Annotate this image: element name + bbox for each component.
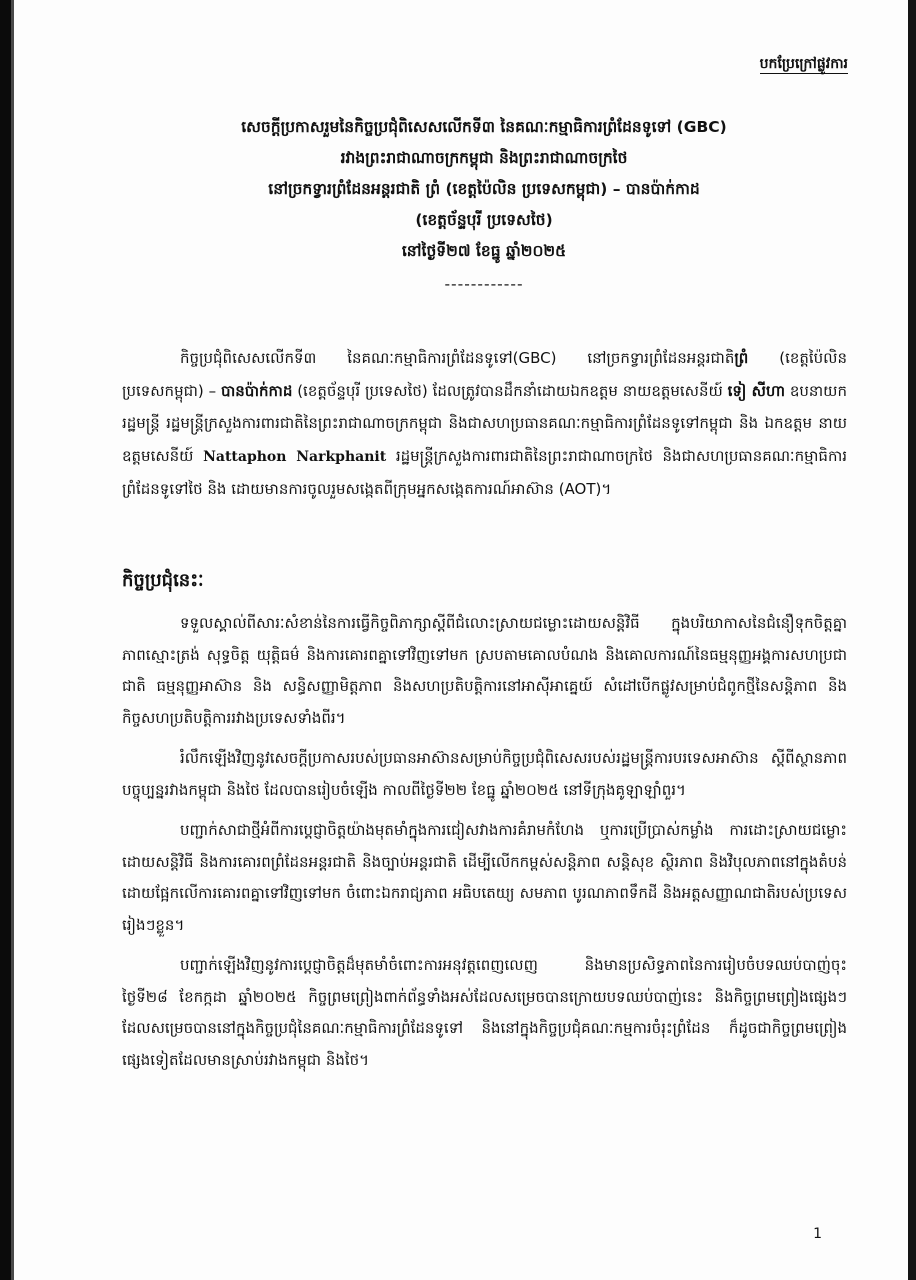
body-paragraph-3: បញ្ជាក់សាជាថ្មីអំពីការប្តេជ្ញាចិត្តយ៉ាងមុតមាំក្នុងការជៀសវាងការគំរាមកំហែង ឬការប្រើប្រាស់កម្លាំង ការដោះស្រាយជម្លោះដោយសន្តិវិធី និងការគោរពព្រំដែនអន្តរជាតិ និងច្បាប់អន្តរជាតិ ដើម្បីលើកកម្ពស់សន្តិភាព សន្តិសុខ ស្ថិរភាព និងវិបុលភាពនៅក្នុងតំបន់ ដោយផ្អែកលើការគោរពគ្នាទៅវិញទៅមក ចំពោះឯករាជ្យភាព អធិបតេយ្យ សមភាព បូរណភាពទឹកដី និងអត្តសញ្ញាណជាតិរបស់ប្រទេសរៀងៗខ្លួន។	[122, 821, 847, 934]
document-page	[14, 0, 908, 1280]
title-line-4: (ខេត្តច័ន្ទបុរី ប្រទេសថៃ)	[415, 211, 553, 229]
intro-text-2: (ខេត្តប៉ៃលិន ប្រទេសកម្ពុជា) –	[122, 349, 847, 400]
page-number: 1	[813, 1226, 822, 1242]
title-line-2: រវាងព្រះរាជាណាចក្រកម្ពុជា និងព្រះរាជាណាចក្រថៃ	[340, 149, 628, 167]
intro-person-2: Nattaphon Narkphanit	[203, 448, 387, 465]
intro-text-5: រដ្ឋមន្ត្រីក្រសួងការពារជាតិនៃព្រះរាជាណាចក្រថៃ និងជាសហប្រធានគណៈកម្មាធិការព្រំដែនទូទៅថៃ និង ដោយមានការចូលរួមសង្កេតពីក្រុមអ្នកសង្កេតការណ៍អាស៊ាន (AOT)។	[122, 446, 847, 498]
document-title	[104, 112, 864, 301]
title-line-1: សេចក្តីប្រកាសរួមនៃកិច្ចប្រជុំពិសេសលើកទី៣ នៃគណៈកម្មាធិការព្រំដែនទូទៅ (GBC)	[241, 118, 727, 136]
intro-place-1: ព្រំ	[734, 349, 749, 367]
left-frame-border	[0, 0, 14, 1280]
title-separator: ------------	[444, 275, 524, 293]
intro-text-4: ឧបនាយករដ្ឋមន្ត្រី រដ្ឋមន្ត្រីក្រសួងការពារជាតិនៃព្រះរាជាណាចក្រកម្ពុជា និងជាសហប្រធានគណៈកម្មាធិការព្រំដែនទូទៅកម្ពុជា និង ឯកឧត្តម នាយឧត្តមសេនីយ៍	[122, 381, 847, 465]
body-paragraph-2: រំលឹកឡើងវិញនូវសេចក្តីប្រកាសរបស់ប្រធានអាស៊ានសម្រាប់កិច្ចប្រជុំពិសេសរបស់រដ្ឋមន្ត្រីការបរទេសអាស៊ាន ស្តីពីស្ថានភាពបច្ចុប្បន្នរវាងកម្ពុជា និងថៃ ដែលបានរៀបចំឡើង កាលពីថ្ងៃទី២២ ខែធ្នូ ឆ្នាំ២០២៥ នៅទីក្រុងគូឡាឡាំពួរ។	[122, 749, 847, 799]
intro-text-1: កិច្ចប្រជុំពិសេសលើកទី៣ នៃគណៈកម្មាធិការព្រំដែនទូទៅ(GBC) នៅច្រកទ្វារព្រំដែនអន្តរជាតិ	[180, 349, 735, 367]
body-paragraph-4: បញ្ជាក់ឡើងវិញនូវការប្តេជ្ញាចិត្តដ៏មុតមាំចំពោះការអនុវត្តពេញលេញ និងមានប្រសិទ្ធភាពនៃការរៀបចំបទឈប់បាញ់ចុះថ្ងៃទី២៨ ខែកក្កដា ឆ្នាំ២០២៥ កិច្ចព្រមព្រៀងពាក់ព័ន្ធទាំងអស់ដែលសម្រេចបានក្រោយបទឈប់បាញ់នេះ និងកិច្ចព្រមព្រៀងផ្សេងៗដែលសម្រេចបាននៅក្នុងកិច្ចប្រជុំនៃគណៈកម្មាធិការព្រំដែនទូទៅ និងនៅក្នុងកិច្ចប្រជុំគណៈកម្មការចំរុះព្រំដែន ក៏ដូចជាកិច្ចព្រមព្រៀងផ្សេងទៀតដែលមានស្រាប់រវាងកម្ពុជា និងថៃ។	[122, 956, 847, 1069]
intro-text-3: (ខេត្តច័ន្ទបុរី ប្រទេសថៃ) ដែលត្រូវបានដឹកនាំដោយឯកឧត្តម នាយឧត្តមសេនីយ៍	[292, 381, 728, 400]
intro-place-2: បានប៉ាក់កាដ	[220, 381, 293, 400]
unofficial-translation-tag	[760, 54, 848, 75]
right-frame-border	[908, 0, 916, 1280]
intro-paragraph	[122, 342, 847, 506]
intro-person-1: ទៀ សីហា	[727, 381, 786, 400]
section-body	[122, 608, 847, 1085]
header-tag-text: បកប្រែក្រៅផ្លូវការ	[759, 56, 848, 72]
body-paragraph-1: ទទួលស្គាល់ពីសារៈសំខាន់នៃការធ្វើកិច្ចពិភាក្សាស្តីពីជំលោះស្រាយជម្លោះដោយសន្តិវិធី ក្នុងបរិយាកាសនៃជំនឿទុកចិត្តគ្នា ភាពស្មោះត្រង់ សុទ្ធចិត្ត យុត្តិធម៌ និងការគោរពគ្នាទៅវិញទៅមក ស្របតាមគោលបំណង និងគោលការណ៍នៃធម្មនុញ្ញអង្គការសហប្រជាជាតិ ធម្មនុញ្ញអាស៊ាន និង សន្ធិសញ្ញាមិត្តភាព និងសហប្រតិបត្តិការនៅអាស៊ីអាគ្នេយ៍ សំដៅបើកផ្លូវសម្រាប់ជំពូកថ្មីនៃសន្តិភាព និងកិច្ចសហប្រតិបត្តិការរវាងប្រទេសទាំងពីរ។	[122, 614, 847, 727]
title-line-3: នៅច្រកទ្វារព្រំដែនអន្តរជាតិ ព្រំ (ខេត្តប៉ៃលិន ប្រទេសកម្ពុជា) – បានប៉ាក់កាដ	[268, 180, 700, 198]
section-heading: កិច្ចប្រជុំនេះៈ	[122, 570, 204, 591]
title-line-5: នៅថ្ងៃទី២៧ ខែធ្នូ ឆ្នាំ២០២៥	[401, 242, 567, 260]
